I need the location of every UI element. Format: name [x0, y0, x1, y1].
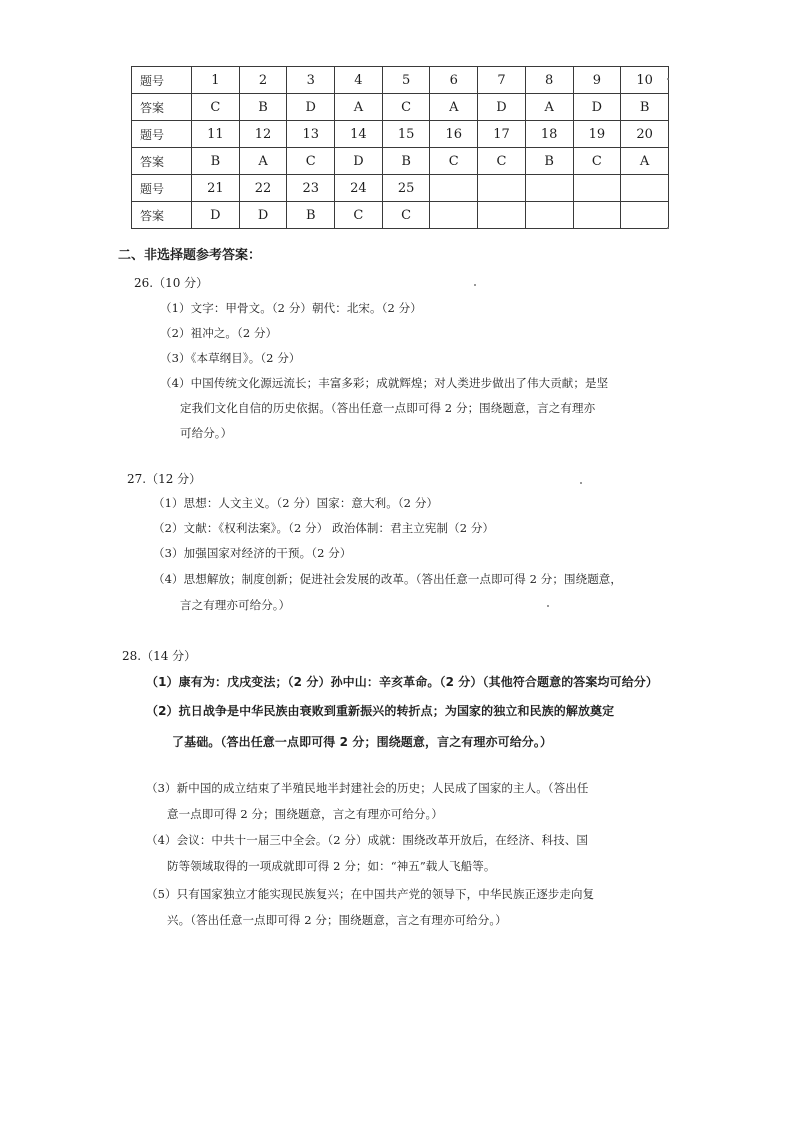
answer-table-row-label: 答案	[132, 202, 192, 229]
answer-table-cell: D	[335, 148, 383, 175]
question-28-line: （5）只有国家独立才能实现民族复兴；在中国共产党的领导下，中华民族正逐步走向复	[146, 887, 595, 901]
question-27-title: 27.（12 分）	[127, 472, 202, 486]
answer-table-cell: 8	[525, 67, 573, 94]
question-26-line: （1）文字：甲骨文。（2 分）朝代：北宋。（2 分）	[160, 301, 422, 315]
scan-speck	[474, 284, 476, 286]
answer-table-row	[132, 202, 669, 229]
answer-table-cell: B	[525, 148, 573, 175]
answer-table-cell: 16	[430, 121, 478, 148]
answer-table-cell: C	[287, 148, 335, 175]
question-27-line: （4）思想解放；制度创新；促进社会发展的改革。（答出任意一点即可得 2 分；围绕题意，	[153, 572, 622, 586]
answer-table-cell: 2	[239, 67, 287, 94]
answer-table-cell: C	[382, 94, 430, 121]
answer-table-cell: 24	[335, 175, 383, 202]
answer-table-cell: 17	[478, 121, 526, 148]
answer-table-cell	[430, 202, 478, 229]
answer-table-cell: A	[239, 148, 287, 175]
answer-table-cell	[525, 175, 573, 202]
answer-table-cell: B	[239, 94, 287, 121]
question-28-line: （4）会议：中共十一届三中全会。（2 分）成就：围绕改革开放后，在经济、科技、国	[146, 833, 589, 847]
answer-table-cell: 3	[287, 67, 335, 94]
answer-table-cell	[621, 175, 669, 202]
question-26-line: （4）中国传统文化源远流长；丰富多彩；成就辉煌；对人类进步做出了伟大贡献；是坚	[160, 376, 609, 390]
answer-table-cell: A	[621, 148, 669, 175]
answer-table-cell: C	[382, 202, 430, 229]
answer-table-cell: D	[478, 94, 526, 121]
answer-table-row-label: 答案	[132, 94, 192, 121]
question-28-line: （3）新中国的成立结束了半殖民地半封建社会的历史；人民成了国家的主人。（答出任	[146, 781, 589, 795]
answer-table-cell: 6	[430, 67, 478, 94]
answer-table-cell: 15	[382, 121, 430, 148]
answer-table-cell: 7	[478, 67, 526, 94]
answer-table-cell	[573, 175, 621, 202]
answer-table-cell: 12	[239, 121, 287, 148]
answer-table-cell: 11	[192, 121, 240, 148]
answer-table-cell: C	[192, 94, 240, 121]
section-heading: 二、非选择题参考答案：	[118, 248, 262, 263]
scan-speck	[667, 78, 669, 80]
answer-table-cell: B	[287, 202, 335, 229]
answer-table-cell: 9	[573, 67, 621, 94]
question-26-line: 定我们文化自信的历史依据。（答出任意一点即可得 2 分；围绕题意，言之有理亦	[180, 401, 596, 415]
answer-table-row	[132, 121, 669, 148]
answer-table-cell: A	[430, 94, 478, 121]
answer-table-cell: A	[335, 94, 383, 121]
answer-table-cell: 13	[287, 121, 335, 148]
question-28-title: 28.（14 分）	[122, 649, 197, 663]
answer-table-body	[132, 67, 669, 229]
scan-speck	[580, 482, 582, 484]
question-26-line: （2）祖冲之。（2 分）	[160, 326, 278, 340]
answer-table-cell: D	[287, 94, 335, 121]
answer-table-cell	[478, 175, 526, 202]
question-27-line: 言之有理亦可给分。）	[180, 598, 291, 612]
question-27-line: （3）加强国家对经济的干预。（2 分）	[153, 546, 352, 560]
answer-table-cell	[430, 175, 478, 202]
answer-table-cell: D	[239, 202, 287, 229]
question-26-line: 可给分。）	[180, 426, 233, 440]
answer-table-row	[132, 94, 669, 121]
answer-table-cell: C	[478, 148, 526, 175]
scan-speck	[667, 227, 669, 229]
answer-table-cell: 14	[335, 121, 383, 148]
question-27-line: （1）思想：人文主义。（2 分）国家：意大利。（2 分）	[153, 496, 439, 510]
answer-table-row	[132, 175, 669, 202]
question-28-line: （2）抗日战争是中华民族由衰败到重新振兴的转折点；为国家的独立和民族的解放奠定	[146, 704, 615, 718]
answer-table-row-label: 题号	[132, 175, 192, 202]
question-27-line: （2）文献：《权利法案》。（2 分） 政治体制：君主立宪制（2 分）	[153, 521, 495, 535]
answer-table-row-label: 题号	[132, 67, 192, 94]
answer-table-cell: 23	[287, 175, 335, 202]
answer-table-cell: D	[192, 202, 240, 229]
answer-table-cell: 5	[382, 67, 430, 94]
answer-table-cell: C	[573, 148, 621, 175]
answer-table-cell: D	[573, 94, 621, 121]
answer-table-cell: 22	[239, 175, 287, 202]
question-28-line: （1）康有为：戊戌变法；（2 分）孙中山：辛亥革命。（2 分）（其他符合题意的答案均可给分）	[146, 675, 659, 689]
answer-key-table	[131, 66, 669, 229]
answer-table-cell	[573, 202, 621, 229]
question-26-title: 26.（10 分）	[134, 276, 209, 290]
answer-table-row	[132, 148, 669, 175]
answer-table-cell: B	[621, 94, 669, 121]
answer-table-cell: 18	[525, 121, 573, 148]
question-28-line: 防等领域取得的一项成就即可得 2 分；如：“神五”载人飞船等。	[167, 859, 496, 873]
answer-table-cell	[525, 202, 573, 229]
answer-table-cell: 4	[335, 67, 383, 94]
answer-table-row	[132, 67, 669, 94]
question-28-line: 意一点即可得 2 分；围绕题意，言之有理亦可给分。）	[167, 807, 443, 821]
answer-table-cell: 10	[621, 67, 669, 94]
answer-table-cell: 25	[382, 175, 430, 202]
question-28-line: 了基础。（答出任意一点即可得 2 分；围绕题意，言之有理亦可给分。）	[172, 735, 553, 749]
answer-table-row-label: 题号	[132, 121, 192, 148]
answer-table-cell	[478, 202, 526, 229]
answer-table-cell: C	[335, 202, 383, 229]
answer-table-cell: C	[430, 148, 478, 175]
answer-table-row-label: 答案	[132, 148, 192, 175]
answer-table-cell: 20	[621, 121, 669, 148]
answer-table-cell: B	[382, 148, 430, 175]
answer-table-cell: 19	[573, 121, 621, 148]
answer-table-cell: 21	[192, 175, 240, 202]
answer-table-cell: B	[192, 148, 240, 175]
answer-table-cell	[621, 202, 669, 229]
answer-table-cell: A	[525, 94, 573, 121]
question-28-line: 兴。（答出任意一点即可得 2 分；围绕题意，言之有理亦可给分。）	[167, 913, 507, 927]
scan-speck	[547, 605, 549, 607]
answer-table-cell: 1	[192, 67, 240, 94]
question-26-line: （3）《本草纲目》。（2 分）	[160, 351, 301, 365]
